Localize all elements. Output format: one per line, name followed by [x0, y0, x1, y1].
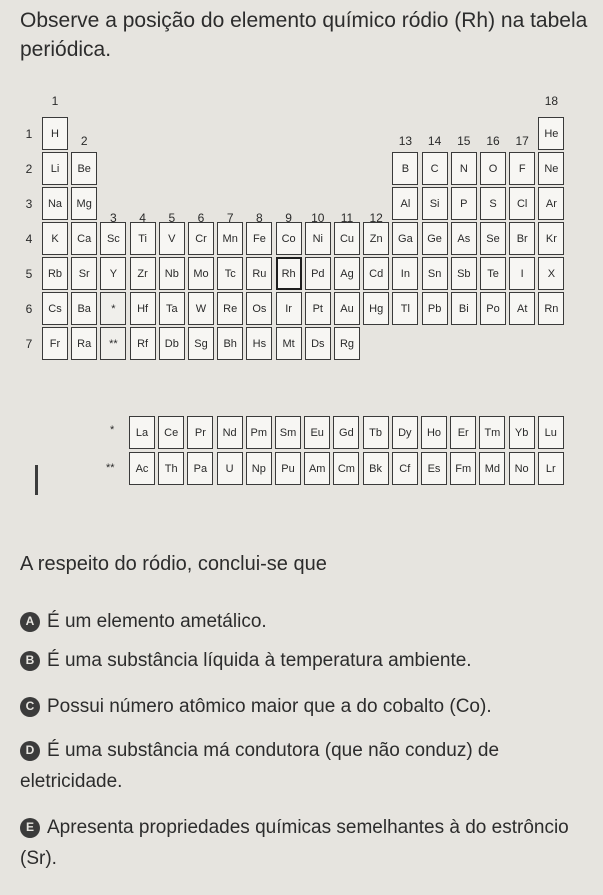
- option-b-badge: B: [20, 651, 40, 671]
- element-cell-Tm: Tm: [479, 416, 505, 449]
- element-cell-As: As: [451, 222, 477, 255]
- prompt-text: A respeito do ródio, conclui-se que: [20, 553, 327, 575]
- lanthanide-marker: *: [110, 424, 115, 436]
- element-cell-Pu: Pu: [275, 452, 301, 485]
- element-cell-Fm: Fm: [450, 452, 476, 485]
- element-cell-Pa: Pa: [187, 452, 213, 485]
- group-label-7: 7: [226, 211, 234, 225]
- element-cell-Tc: Tc: [217, 257, 243, 290]
- element-cell-C: C: [422, 152, 448, 185]
- period-label-1: 1: [25, 127, 33, 141]
- group-label-14: 14: [427, 134, 442, 148]
- element-cell-N: N: [451, 152, 477, 185]
- period-label-6: 6: [25, 302, 33, 316]
- element-cell-V: V: [159, 222, 185, 255]
- option-d-text: É uma substância má condutora (que não conduz) de eletricidade.: [20, 740, 500, 792]
- group-label-9: 9: [285, 211, 292, 225]
- element-cell-Mo: Mo: [188, 257, 214, 290]
- element-cell-Ra: Ra: [71, 327, 97, 360]
- element-cell-Pt: Pt: [305, 292, 331, 325]
- question-text: Observe a posição do elemento químico ródio (Rh) na tabela periódica.: [20, 9, 588, 61]
- element-cell-In: In: [392, 257, 418, 290]
- option-e-badge: E: [20, 818, 40, 838]
- period-label-7: 7: [25, 337, 33, 351]
- element-cell-No: No: [509, 452, 535, 485]
- element-cell-Hs: Hs: [246, 327, 272, 360]
- element-cell-Li: Li: [42, 152, 68, 185]
- element-cell-Ag: Ag: [334, 257, 360, 290]
- element-cell-Os: Os: [246, 292, 272, 325]
- element-cell-He: He: [538, 117, 564, 150]
- group-label-6: 6: [197, 211, 205, 225]
- element-cell-Cf: Cf: [392, 452, 418, 485]
- element-cell-Bk: Bk: [363, 452, 389, 485]
- element-cell-Md: Md: [479, 452, 505, 485]
- element-cell-Co: Co: [276, 222, 302, 255]
- option-c-badge: C: [20, 697, 40, 717]
- option-d[interactable]: [20, 735, 590, 797]
- element-cell-Tb: Tb: [363, 416, 389, 449]
- element-cell-Sg: Sg: [188, 327, 214, 360]
- element-cell-Am: Am: [304, 452, 330, 485]
- element-cell-*: *: [100, 292, 126, 325]
- element-cell-O: O: [480, 152, 506, 185]
- element-cell-Cu: Cu: [334, 222, 360, 255]
- element-cell-Ca: Ca: [71, 222, 97, 255]
- element-cell-Ar: Ar: [538, 187, 564, 220]
- group-label-8: 8: [256, 211, 263, 225]
- element-cell-Cm: Cm: [333, 452, 359, 485]
- element-cell-Si: Si: [422, 187, 448, 220]
- element-cell-Dy: Dy: [392, 416, 418, 449]
- element-cell-Cd: Cd: [363, 257, 389, 290]
- option-a-badge: A: [20, 612, 40, 632]
- element-cell-Ds: Ds: [305, 327, 331, 360]
- element-cell-Nb: Nb: [159, 257, 185, 290]
- element-cell-Na: Na: [42, 187, 68, 220]
- group-label-11: 11: [340, 211, 354, 225]
- element-cell-Ta: Ta: [159, 292, 185, 325]
- element-cell-Lr: Lr: [538, 452, 564, 485]
- element-cell-Zn: Zn: [363, 222, 389, 255]
- element-cell-Sc: Sc: [100, 222, 126, 255]
- element-cell-Ba: Ba: [71, 292, 97, 325]
- element-cell-H: H: [42, 117, 68, 150]
- element-cell-Ce: Ce: [158, 416, 184, 449]
- element-cell-Be: Be: [71, 152, 97, 185]
- element-cell-Yb: Yb: [509, 416, 535, 449]
- element-cell-Tl: Tl: [392, 292, 418, 325]
- group-label-12: 12: [369, 211, 383, 225]
- element-cell-Ga: Ga: [392, 222, 418, 255]
- element-cell-Zr: Zr: [130, 257, 156, 290]
- element-cell-Hg: Hg: [363, 292, 389, 325]
- period-label-4: 4: [25, 232, 33, 246]
- element-cell-Y: Y: [100, 257, 126, 290]
- element-cell-Ac: Ac: [129, 452, 155, 485]
- group-label-3: 3: [110, 211, 117, 225]
- element-cell-**: **: [100, 327, 126, 360]
- option-b-text: É uma substância líquida à temperatura ambiente.: [47, 650, 472, 671]
- element-cell-X: X: [538, 257, 564, 290]
- element-cell-Er: Er: [450, 416, 476, 449]
- element-cell-Db: Db: [159, 327, 185, 360]
- element-cell-Fr: Fr: [42, 327, 68, 360]
- element-cell-Sb: Sb: [451, 257, 477, 290]
- period-label-5: 5: [25, 267, 33, 281]
- element-cell-Np: Np: [246, 452, 272, 485]
- group-label-1: 1: [51, 94, 59, 108]
- element-cell-Fe: Fe: [246, 222, 272, 255]
- element-cell-Sr: Sr: [71, 257, 97, 290]
- element-cell-Hf: Hf: [130, 292, 156, 325]
- element-cell-Gd: Gd: [333, 416, 359, 449]
- element-cell-Au: Au: [334, 292, 360, 325]
- element-cell-Ir: Ir: [276, 292, 302, 325]
- actinide-marker: **: [106, 462, 115, 474]
- element-cell-F: F: [509, 152, 535, 185]
- element-cell-K: K: [42, 222, 68, 255]
- element-cell-Rf: Rf: [130, 327, 156, 360]
- element-cell-Kr: Kr: [538, 222, 564, 255]
- element-cell-I: I: [509, 257, 535, 290]
- element-cell-Sn: Sn: [422, 257, 448, 290]
- option-a-text: É um elemento ametálico.: [47, 611, 267, 632]
- element-cell-Lu: Lu: [538, 416, 564, 449]
- element-cell-P: P: [451, 187, 477, 220]
- group-label-5: 5: [168, 211, 176, 225]
- element-cell-Ne: Ne: [538, 152, 564, 185]
- element-cell-Pb: Pb: [422, 292, 448, 325]
- group-label-10: 10: [311, 211, 325, 225]
- element-cell-Rg: Rg: [334, 327, 360, 360]
- pen-mark: [35, 465, 38, 495]
- element-cell-Br: Br: [509, 222, 535, 255]
- element-cell-Bh: Bh: [217, 327, 243, 360]
- element-cell-Pm: Pm: [246, 416, 272, 449]
- element-cell-S: S: [480, 187, 506, 220]
- element-cell-Rh: Rh: [276, 257, 302, 290]
- option-e[interactable]: [20, 812, 590, 874]
- group-label-13: 13: [398, 134, 413, 148]
- element-cell-Ti: Ti: [130, 222, 156, 255]
- group-label-17: 17: [515, 134, 529, 148]
- group-label-18: 18: [544, 94, 559, 108]
- element-cell-Nd: Nd: [217, 416, 243, 449]
- element-cell-Es: Es: [421, 452, 447, 485]
- element-cell-Ru: Ru: [246, 257, 272, 290]
- element-cell-Mn: Mn: [217, 222, 243, 255]
- group-label-2: 2: [80, 134, 88, 148]
- element-cell-Mt: Mt: [276, 327, 302, 360]
- element-cell-Pr: Pr: [187, 416, 213, 449]
- element-cell-Cl: Cl: [509, 187, 535, 220]
- element-cell-U: U: [217, 452, 243, 485]
- option-b[interactable]: [20, 645, 590, 676]
- element-cell-Te: Te: [480, 257, 506, 290]
- element-cell-Cr: Cr: [188, 222, 214, 255]
- element-cell-Sm: Sm: [275, 416, 301, 449]
- element-cell-Th: Th: [158, 452, 184, 485]
- element-cell-Se: Se: [480, 222, 506, 255]
- option-c-text: Possui número atômico maior que a do cobalto (Co).: [47, 696, 492, 717]
- element-cell-Po: Po: [480, 292, 506, 325]
- element-cell-Cs: Cs: [42, 292, 68, 325]
- element-cell-Ho: Ho: [421, 416, 447, 449]
- period-label-3: 3: [25, 197, 33, 211]
- element-cell-W: W: [188, 292, 214, 325]
- element-cell-Ni: Ni: [305, 222, 331, 255]
- element-cell-Eu: Eu: [304, 416, 330, 449]
- option-d-badge: D: [20, 741, 40, 761]
- option-a[interactable]: [20, 606, 590, 637]
- element-cell-Pd: Pd: [305, 257, 331, 290]
- element-cell-Al: Al: [392, 187, 418, 220]
- element-cell-La: La: [129, 416, 155, 449]
- element-cell-Re: Re: [217, 292, 243, 325]
- element-cell-Bi: Bi: [451, 292, 477, 325]
- element-cell-Rb: Rb: [42, 257, 68, 290]
- element-cell-B: B: [392, 152, 418, 185]
- group-label-16: 16: [486, 134, 500, 148]
- group-label-15: 15: [457, 134, 471, 148]
- element-cell-Mg: Mg: [71, 187, 97, 220]
- period-label-2: 2: [25, 162, 33, 176]
- option-e-text: Apresenta propriedades químicas semelhantes à do estrôncio (Sr).: [20, 817, 569, 869]
- element-cell-Ge: Ge: [422, 222, 448, 255]
- element-cell-At: At: [509, 292, 535, 325]
- element-cell-Rn: Rn: [538, 292, 564, 325]
- option-c[interactable]: [20, 691, 590, 722]
- group-label-4: 4: [139, 211, 146, 225]
